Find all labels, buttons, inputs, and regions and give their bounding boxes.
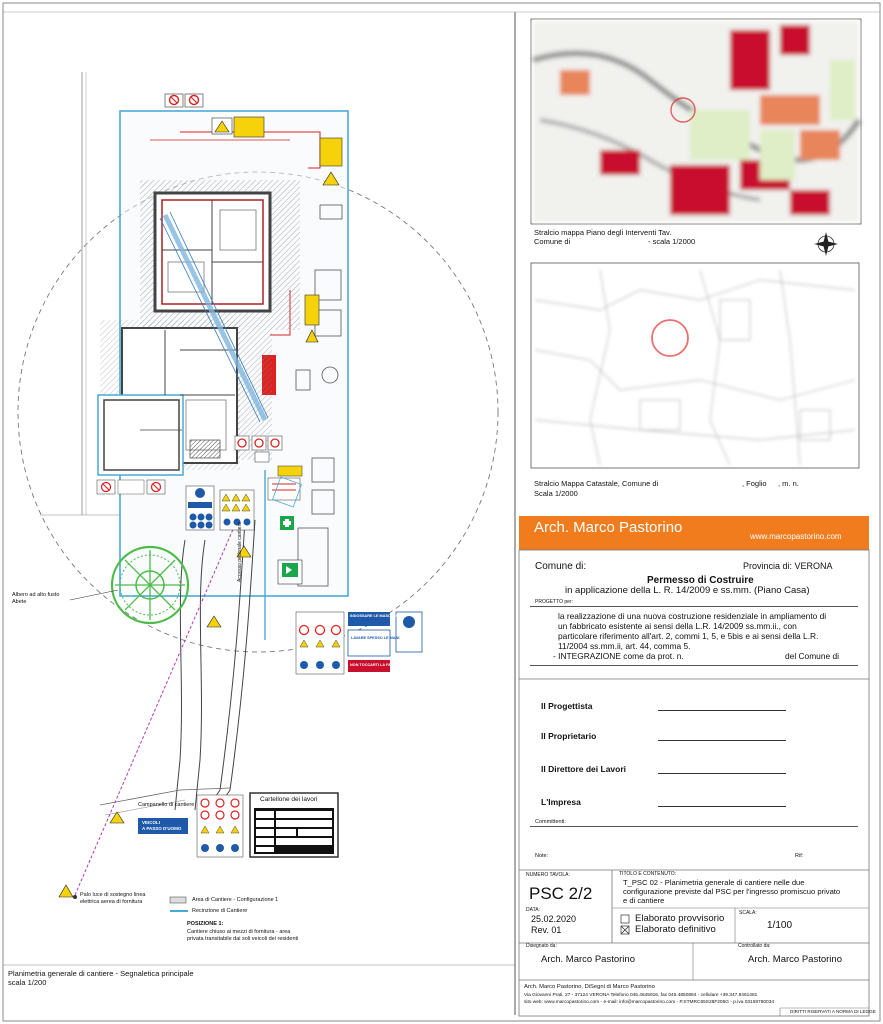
permesso-title: Permesso di Costruire	[647, 575, 754, 586]
legend-fence-label: Recinzione di Cantiere	[192, 908, 248, 914]
scale-value: 1/100	[767, 920, 793, 931]
prohibition-sign-icon	[165, 94, 203, 107]
sign-masks-text: INDOSSARE LE MASCHERINE	[350, 614, 406, 618]
progetto-label: PROGETTO per:	[535, 599, 573, 605]
tree-species-label: Abete	[12, 599, 27, 605]
bell-label: Campanello di cantiere	[138, 802, 195, 808]
impresa-signature-line[interactable]	[658, 806, 786, 807]
applicazione-text: in applicazione della L. R. 14/2009 e ss.mm. (Piano Casa)	[565, 585, 810, 596]
works-board-title: Cartellone dei lavori	[260, 796, 318, 803]
emergency-exit-icon	[278, 560, 302, 584]
committenti-label: Committenti:	[535, 819, 566, 825]
firm-website[interactable]: www.marcopastorino.com	[750, 532, 842, 541]
map2-foglio: , Foglio	[742, 479, 767, 488]
numero-label: NUMERO TAVOLA:	[526, 872, 570, 878]
project-desc-2: un fabbricato esistente ai sensi della L.R. 14/2009 ss.mm.ii., con	[558, 621, 797, 631]
position-title: POSIZIONE 1:	[187, 921, 224, 927]
map2-caption: Stralcio Mappa Catastale, Comune di	[534, 479, 659, 488]
pole-label: Palo luce di sostegno linea	[80, 892, 146, 898]
titolo-line-1: T_PSC 02 - Planimetria generale di cantiere nelle due	[623, 878, 805, 887]
pedestrian-access-label: Accesso pedonale cantiere	[237, 521, 243, 582]
date-value: 25.02.2020	[531, 914, 577, 924]
legend-area-label: Area di Cantiere - Configurazione 1	[192, 897, 279, 903]
rights-notice: DIRITTI RISERVATI A NORMA DI LEGGE	[790, 1009, 876, 1014]
elaborato-provvisorio-checkbox[interactable]: Elaborato provvisorio	[635, 913, 725, 924]
footer-address: Via Giovanni Prati, 27 - 37124 VERONA Telefono 045.4645916, fax 045.4850884 - cellulare +39.347.8461481	[524, 993, 758, 998]
note-label: Note:	[535, 853, 549, 859]
titolo-line-3: e di cantiere	[623, 896, 665, 905]
map1-caption: Stralcio mappa Piano degli Interventi Tav.	[534, 228, 672, 237]
project-desc-3: particolare riferimento all'art. 2, commi 1, 5, e 5bis e ai sensi della L.R.	[558, 631, 819, 641]
proprietario-signature-line[interactable]	[658, 740, 786, 741]
footer-contacts: sito web: www.marcopastorino.com - e-mail: info@marcopastorino.com - P.STMRC65S28F205G - p.iva 03159780034	[524, 1000, 775, 1005]
map2-scale: Scala 1/2000	[534, 489, 578, 498]
rif-label: Rif:	[795, 853, 804, 859]
map1-comune: Comune di	[534, 237, 571, 246]
proprietario-label: Il Proprietario	[541, 731, 597, 741]
footer-firm: Arch. Marco Pastorino, DiSegni di Marco Pastorino	[524, 984, 655, 990]
north-arrow-icon	[814, 232, 838, 256]
first-aid-icon	[280, 516, 294, 530]
titolo-line-2: configurazione previste dal PSC per l'ingresso promiscuo privato	[623, 887, 841, 896]
progettista-signature-line[interactable]	[658, 710, 786, 711]
disegnato-label: Disegnato da:	[526, 943, 557, 949]
project-desc-5b: del Comune di	[785, 651, 840, 661]
comune-label: Comune di:	[535, 561, 587, 572]
vehicle-sign-text-2: A PASSO D'UOMO	[142, 826, 182, 831]
tree-label: Albero ad alto fusto	[12, 592, 60, 598]
map-cadastral	[531, 263, 859, 468]
plan-scale: scala 1/200	[8, 978, 47, 987]
map-pi	[531, 19, 861, 224]
impresa-label: L'Impresa	[541, 797, 581, 807]
scala-label: SCALA:	[739, 910, 757, 916]
elaborato-definitivo-checkbox[interactable]: Elaborato definitivo	[635, 924, 716, 935]
revision: Rev. 01	[531, 925, 562, 935]
project-desc-4: 11/2004 ss.mm.ii, art. 44, comma 5.	[558, 641, 691, 651]
no-entry-sign-icon	[97, 480, 165, 494]
pole-label-2: elettrica aerea di fornitura	[80, 899, 143, 905]
sign-no-touch-text: NON TOCCARTI LA FACCIA	[350, 663, 401, 667]
vehicle-sign-text: VEICOLI	[142, 820, 161, 825]
data-label: DATA:	[526, 907, 540, 913]
map1-scale: - scala 1/2000	[648, 237, 696, 246]
controllato-label: Controllato da:	[738, 943, 771, 949]
direttore-signature-line[interactable]	[658, 773, 786, 774]
sign-wash-text: LAVARE SPESSO LE MANI	[351, 636, 400, 640]
disegnato-name: Arch. Marco Pastorino	[541, 954, 635, 965]
project-desc-5: - INTEGRAZIONE come da prot. n.	[553, 651, 684, 661]
position-desc-2: privata transitabile dai soli veicoli dei residenti	[187, 936, 299, 942]
tavola-number: PSC 2/2	[529, 884, 593, 903]
firm-name: Arch. Marco Pastorino	[534, 519, 683, 536]
project-desc-1: la realizzazione di una nuova costruzione residenziale in ampliamento di	[558, 611, 827, 621]
position-desc-1: Cantiere chiuso ai mezzi di fornitura - area	[187, 929, 291, 935]
provincia: Provincia di: VERONA	[743, 561, 833, 571]
map2-mn: , m. n.	[778, 479, 799, 488]
progettista-label: Il Progettista	[541, 701, 593, 711]
plan-caption: Planimetria generale di cantiere - Segnaletica principale	[8, 969, 194, 978]
controllato-name: Arch. Marco Pastorino	[748, 954, 842, 965]
site-plan	[3, 72, 515, 965]
titolo-label: TITOLO E CONTENUTO:	[619, 871, 677, 877]
direttore-label: Il Direttore dei Lavori	[541, 764, 627, 774]
tree-icon	[112, 547, 188, 623]
